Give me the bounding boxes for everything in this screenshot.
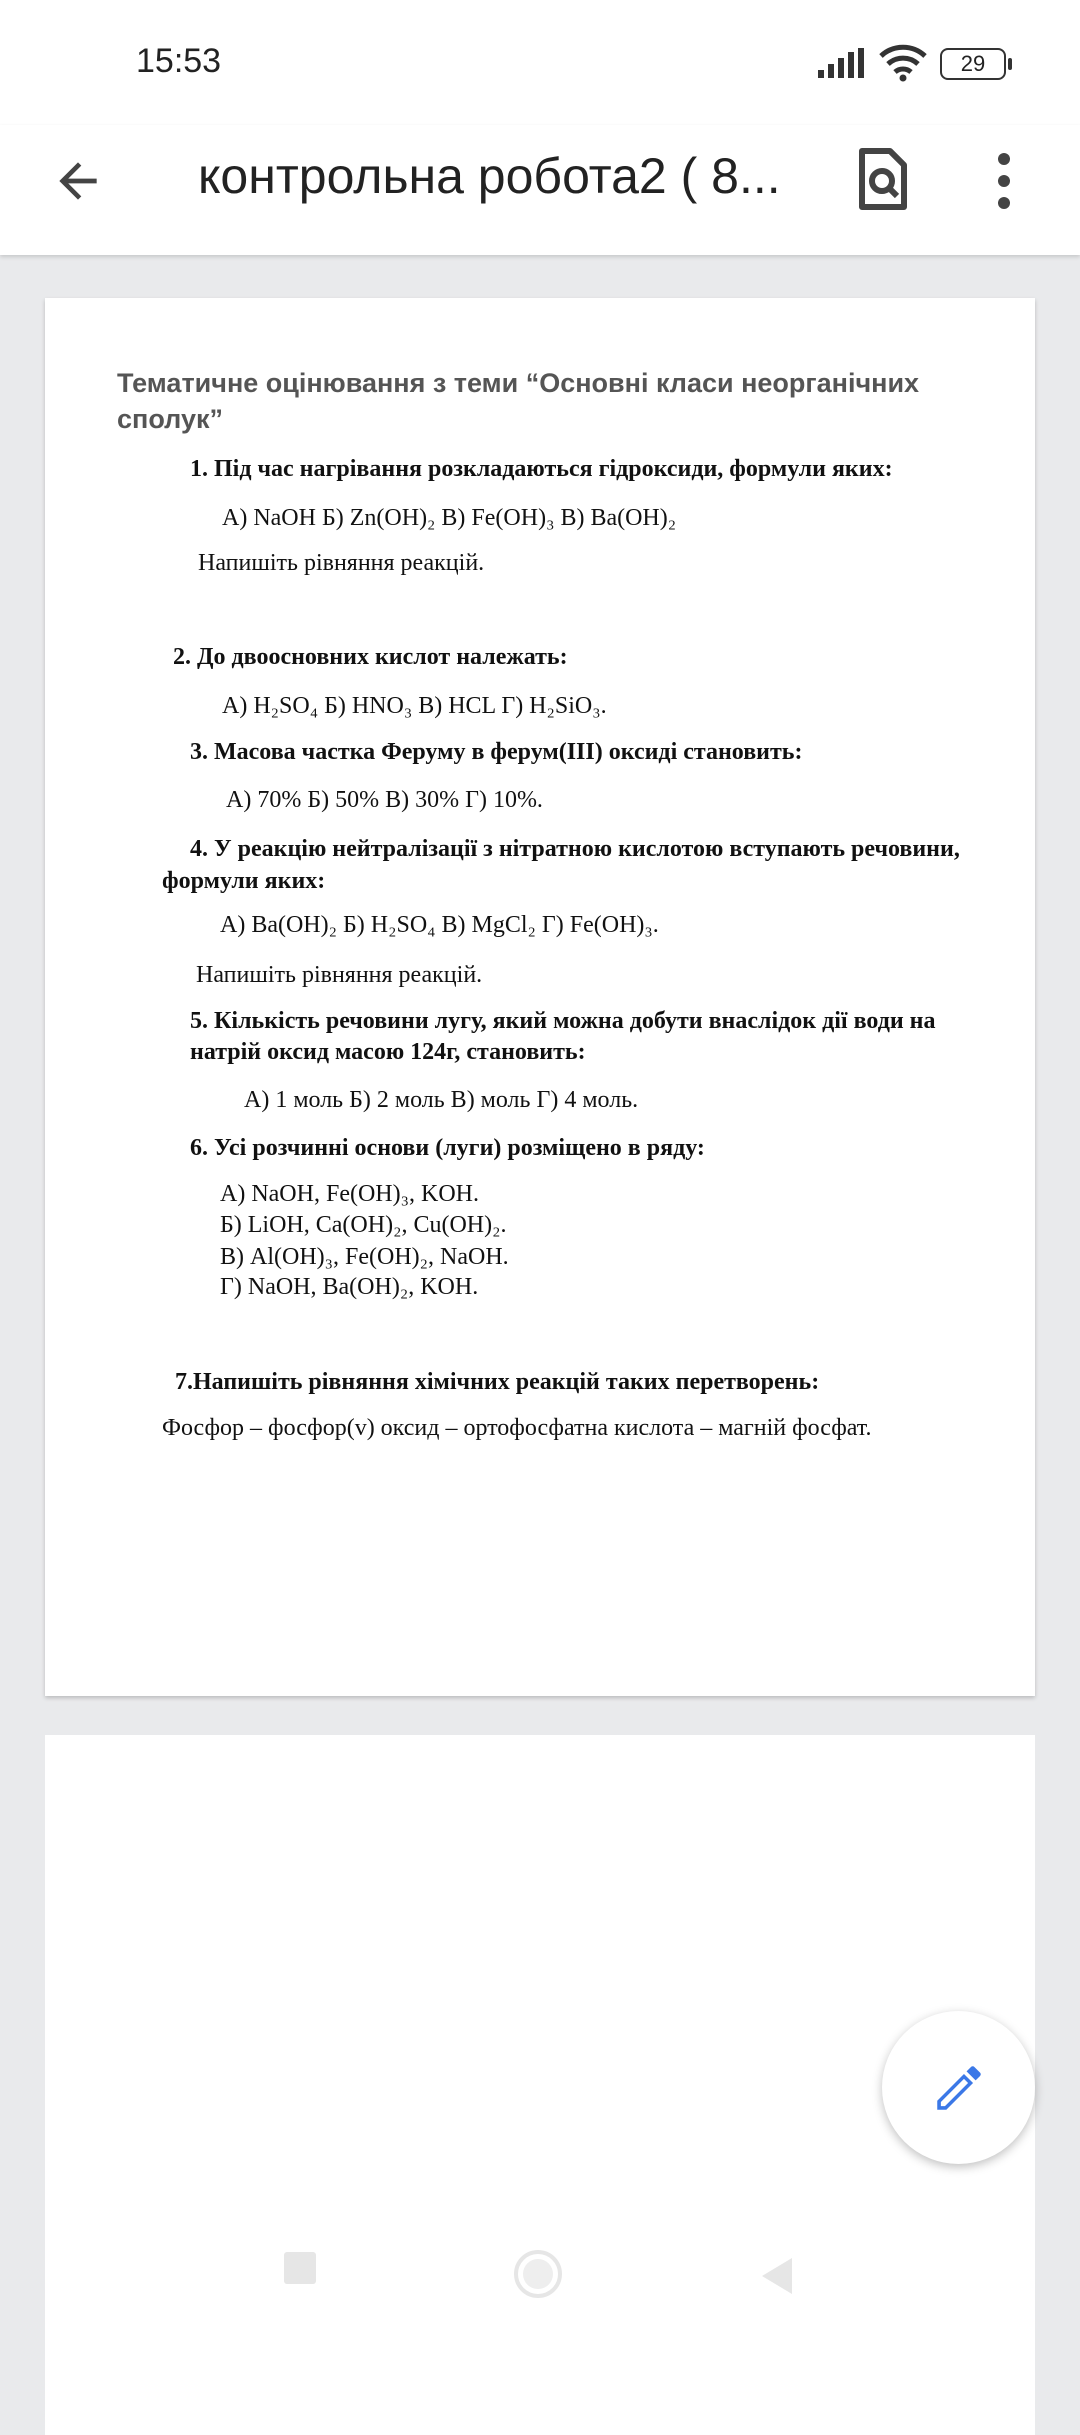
question-4: 4. У реакцію нейтралізації з нітратною кислотою вступають речовини, [190,836,960,862]
question-4-cont: формули яких: [162,868,326,894]
question-3-options: А) 70% Б) 50% В) 30% Г) 10%. [226,787,543,813]
question-3: 3. Масова частка Феруму в ферум(III) оксиді становить: [190,739,803,765]
question-6-option: Б) LiOH, Ca(OH)₂, Cu(OH)₂. [220,1212,507,1238]
app-bar [0,125,1080,255]
question-1-note: Напишіть рівняння реакцій. [198,550,485,576]
question-6-option: Г) NaOH, Ba(OH)₂, KOH. [220,1274,479,1300]
back-arrow-icon[interactable] [50,153,106,209]
back-nav-icon[interactable] [760,2256,794,2296]
question-6: 6. Усі розчинні основи (луги) розміщено в ряду: [190,1135,705,1161]
question-1-options: А) NaOH Б) Zn(OH)₂ В) Fe(OH)₃ В) Ba(OH)₂ [222,505,677,531]
more-options-icon[interactable] [996,151,1012,211]
question-2: 2. До двоосновних кислот належать: [173,644,568,670]
edit-fab-button[interactable] [882,2011,1035,2164]
home-nav-icon[interactable] [512,2248,564,2300]
status-time: 15:53 [136,42,222,80]
status-bar [0,0,1080,125]
question-7: 7.Напишіть рівняння хімічних реакцій таких перетворень: [175,1369,820,1395]
doc-heading-cont: сполук” [117,404,223,434]
document-search-icon[interactable] [856,147,910,211]
question-4-options: А) Ba(OH)₂ Б) H₂SO₄ В) MgCl₂ Г) Fe(OH)₃. [220,912,659,938]
question-5: 5. Кількість речовини лугу, який можна добути внаслідок дії води на [190,1008,936,1034]
battery-level: 29 [960,51,986,76]
signal-icon [818,48,866,78]
question-5-cont: натрій оксид масою 124г, становить: [190,1039,586,1065]
doc-heading: Тематичне оцінювання з теми “Основні класи неорганічних [117,368,920,398]
question-1: 1. Під час нагрівання розкладаються гідроксиди, формули яких: [190,456,893,482]
question-5-options: А) 1 моль Б) 2 моль В) моль Г) 4 моль. [244,1087,639,1113]
recents-nav-icon[interactable] [282,2250,318,2286]
wifi-icon [878,42,928,82]
question-6-option: В) Al(OH)₃, Fe(OH)₂, NaOH. [220,1244,509,1270]
question-4-note: Напишіть рівняння реакцій. [196,962,483,988]
question-6-option: А) NaOH, Fe(OH)₃, KOH. [220,1181,479,1207]
pencil-icon [930,2059,988,2117]
document-title: контрольна робота2 ( 8... [198,148,781,204]
battery-indicator [940,48,1006,80]
question-2-options: А) H₂SO₄ Б) HNO₃ В) HCL Г) H₂SiO₃. [222,693,607,719]
question-7-chain: Фосфор – фосфор(v) оксид – ортофосфатна кислота – магній фосфат. [162,1415,872,1441]
